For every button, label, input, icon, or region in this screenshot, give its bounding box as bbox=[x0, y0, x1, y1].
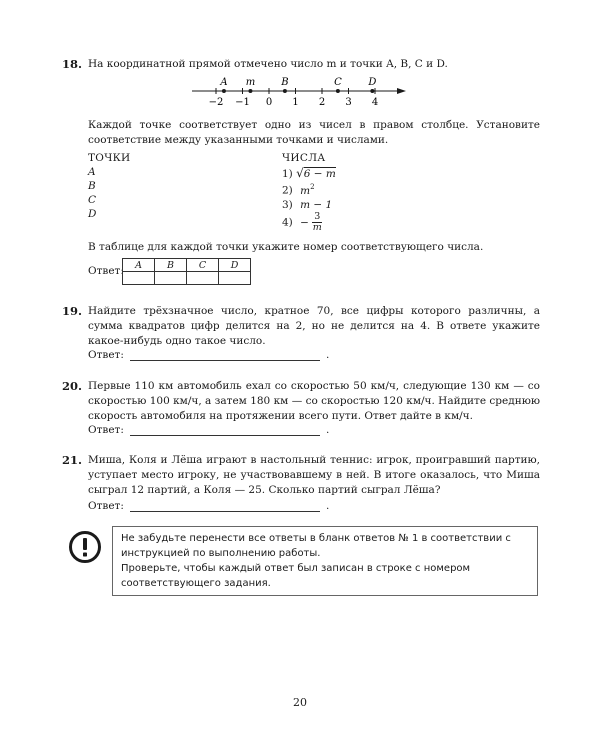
question-19-number: 19. bbox=[62, 304, 83, 318]
exclamation-icon bbox=[68, 530, 102, 564]
point-d-label: D bbox=[88, 208, 97, 220]
option-3-number: 3) bbox=[282, 199, 293, 211]
number-line-point-label: A bbox=[220, 77, 228, 88]
question-21-number: 21. bbox=[62, 453, 83, 467]
question-21-answer-label: Ответ: bbox=[88, 500, 124, 512]
number-line-point-label: m bbox=[245, 77, 256, 88]
option-1-expression: 6 − m bbox=[303, 168, 336, 180]
question-20-answer-dot: . bbox=[326, 424, 330, 436]
question-20-answer-label: Ответ: bbox=[88, 424, 124, 436]
option-3-expression: m − 1 bbox=[300, 199, 333, 211]
sqrt-sign-icon: √ bbox=[296, 166, 304, 180]
answer-table-header-d: D bbox=[219, 259, 251, 272]
question-21-answer-dot: . bbox=[326, 500, 330, 512]
answer-cell-d[interactable] bbox=[219, 272, 251, 285]
answer-cell-a[interactable] bbox=[123, 272, 155, 285]
answer-table-header-row bbox=[123, 259, 251, 272]
option-3 bbox=[282, 199, 332, 211]
notice-line-1: Не забудьте перенести все ответы в бланк ответов № 1 в соответствии с инструкцией по выполнению работы. bbox=[121, 533, 511, 559]
option-4-fraction bbox=[312, 212, 322, 233]
question-18-answer-label: Ответ: bbox=[88, 265, 124, 277]
question-21-text: Миша, Коля и Лёша играют в настольный теннис: игрок, проигравший партию, уступает место игроку, не участвовавшему в ней. В итоге оказалось, что Миша сыграл 12 партий, а Коля — 25. Сколько партий сыграл Лёша? bbox=[88, 454, 540, 496]
question-21-answer-field[interactable] bbox=[130, 511, 320, 512]
option-2-exponent: 2 bbox=[310, 183, 315, 191]
answer-table-input-row bbox=[123, 272, 251, 285]
number-line-tick-label: 1 bbox=[292, 97, 299, 108]
number-line-point-label: B bbox=[281, 77, 289, 88]
number-line-tick-label: 4 bbox=[371, 97, 379, 108]
number-line-tick-label: 2 bbox=[318, 97, 326, 108]
page-number: 20 bbox=[293, 696, 307, 709]
point-a-label: A bbox=[88, 166, 96, 178]
answer-table-header-c: C bbox=[187, 259, 219, 272]
option-2-base: m bbox=[300, 184, 311, 197]
number-line-point bbox=[222, 89, 226, 93]
point-b-label: B bbox=[88, 180, 96, 192]
question-20-answer-field[interactable] bbox=[130, 435, 320, 436]
answer-cell-b[interactable] bbox=[155, 272, 187, 285]
point-c-label: C bbox=[88, 194, 97, 206]
notice-box bbox=[112, 526, 538, 596]
answer-table bbox=[122, 258, 251, 285]
question-18-instruction: Каждой точке соответствует одно из чисел в правом столбце. Установите соответствие между указанными точками и числами. bbox=[88, 119, 540, 146]
arrow-right-icon bbox=[397, 88, 406, 94]
number-line-tick-label: 3 bbox=[345, 97, 352, 108]
option-4-denominator: m bbox=[312, 222, 322, 233]
answer-table-header-b: B bbox=[155, 259, 187, 272]
question-18-intro: На координатной прямой отмечено число m и точки A, B, C и D. bbox=[88, 58, 448, 70]
number-line-tick-label: 0 bbox=[265, 97, 273, 108]
option-2-number: 2) bbox=[282, 184, 293, 197]
option-4-number: 4) bbox=[282, 216, 293, 229]
option-4-sign: − bbox=[300, 216, 309, 229]
answer-cell-c[interactable] bbox=[187, 272, 219, 285]
number-line-point bbox=[370, 89, 374, 93]
answer-table-header-a: A bbox=[123, 259, 155, 272]
number-line-point bbox=[283, 89, 287, 93]
points-header: ТОЧКИ bbox=[88, 152, 131, 164]
question-18-number: 18. bbox=[62, 57, 83, 71]
option-1-number: 1) bbox=[282, 168, 293, 180]
number-line-point bbox=[248, 89, 252, 93]
question-18-table-instruction: В таблице для каждой точки укажите номер соответствующего числа. bbox=[88, 241, 484, 253]
number-line-point-label: C bbox=[334, 77, 342, 88]
notice-line-2: Проверьте, чтобы каждый ответ был записан в строке с номером соответствующего задания. bbox=[121, 563, 471, 589]
number-line-point-label: D bbox=[368, 77, 377, 88]
question-20-number: 20. bbox=[62, 379, 83, 393]
question-19-answer-field[interactable] bbox=[130, 360, 320, 361]
option-4 bbox=[282, 212, 322, 233]
number-line-tick-label: −2 bbox=[208, 97, 224, 108]
question-19-answer-dot: . bbox=[326, 349, 330, 361]
numbers-header: ЧИСЛА bbox=[282, 152, 326, 164]
question-19-text: Найдите трёхзначное число, кратное 70, все цифры которого различны, а сумма квадратов цифр делится на 2, но не делится на 4. В ответе укажите какое-нибудь одно такое число. bbox=[88, 305, 540, 347]
question-19-answer-label: Ответ: bbox=[88, 349, 124, 361]
option-2 bbox=[282, 183, 315, 197]
question-20-text: Первые 110 км автомобиль ехал со скоростью 50 км/ч, следующие 130 км — со скоростью 100 км/ч, а затем 180 км — со скоростью 120 км/ч. Найдите среднюю скорость автомобиля на протяжении всего пути. Ответ дайте в км/ч. bbox=[88, 380, 540, 422]
number-line-tick-label: −1 bbox=[235, 97, 250, 108]
number-line-point bbox=[336, 89, 340, 93]
option-1 bbox=[282, 166, 336, 180]
option-4-numerator: 3 bbox=[314, 211, 321, 222]
number-line bbox=[190, 76, 420, 110]
